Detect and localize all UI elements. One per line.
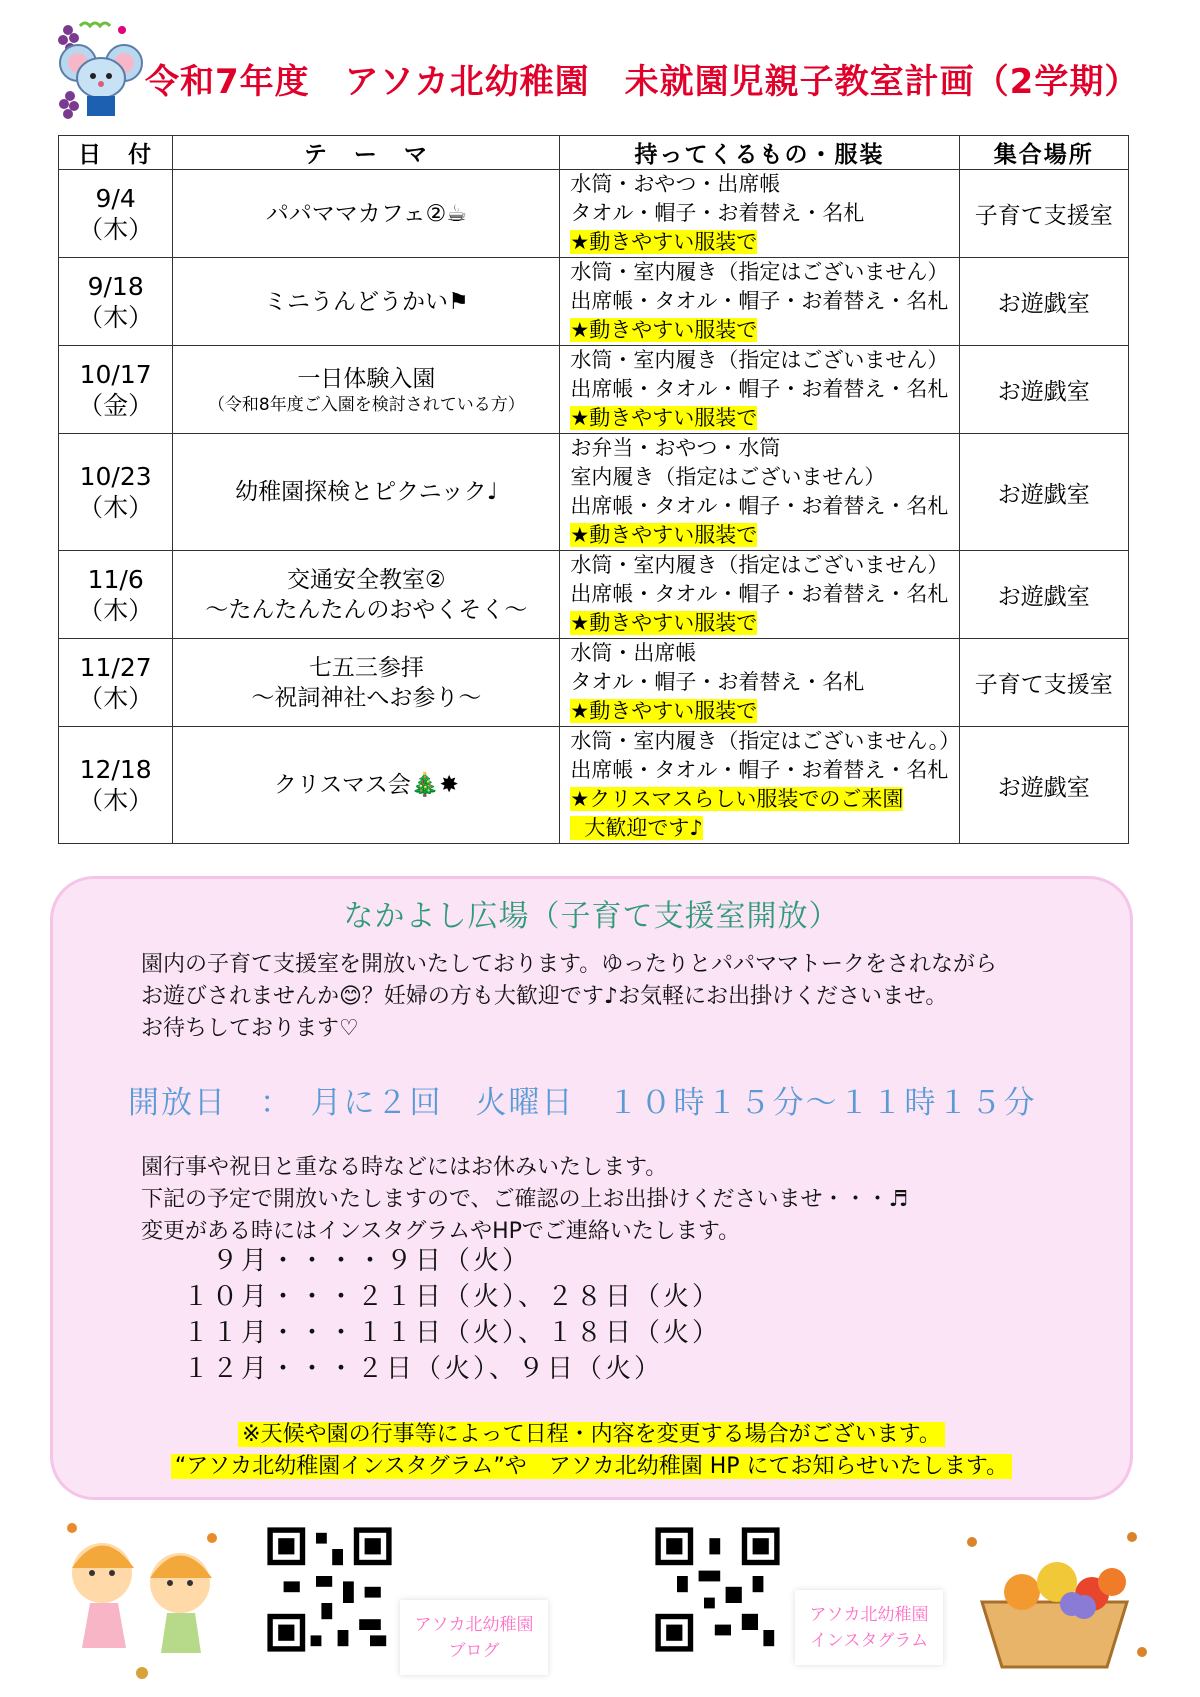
header-items: 持ってくるもの・服装 [560,136,959,170]
page-title: 令和7年度 アソカ北幼稚園 未就園児親子教室計画（2学期） [145,62,1140,102]
table-row [59,434,1129,551]
table-row [59,639,1129,727]
theme-cell: ミニうんどうかい⚑ [173,258,560,346]
blog-qr-code-icon[interactable] [262,1522,397,1657]
items-cell: 水筒・室内履き（指定はございません。） 出席帳・タオル・帽子・お着替え・名札 ★クリスマスらしい服装でのご来園 大歓迎です♪ [560,727,959,844]
blog-qr-label: アソカ北幼稚園 ブログ [400,1600,548,1675]
table-row [59,551,1129,639]
date-cell: 10/23 （木） [59,434,173,551]
place-cell: 子育て支援室 [959,639,1129,727]
header-place: 集合場所 [959,136,1129,170]
date-cell: 12/18 （木） [59,727,173,844]
place-cell: お遊戯室 [959,551,1129,639]
items-cell: 水筒・室内履き（指定はございません） 出席帳・タオル・帽子・お着替え・名札 ★動きやすい服装で [560,551,959,639]
items-cell: お弁当・おやつ・水筒 室内履き（指定はございません） 出席帳・タオル・帽子・お着替え・名札 ★動きやすい服装で [560,434,959,551]
fruit-basket-illustration-icon [952,1512,1157,1682]
items-cell: 水筒・おやつ・出席帳 タオル・帽子・お着替え・名札 ★動きやすい服装で [560,170,959,258]
table-row [59,170,1129,258]
place-cell: お遊戯室 [959,727,1129,844]
table-row [59,346,1129,434]
plaza-intro: 園内の子育て支援室を開放いたしております。ゆったりとパパママトークをされながら お遊びされませんか😊？妊婦の方も大歓迎です♪お気軽にお出掛けくださいませ。 お待ちしております♡ [141,952,998,1041]
date-cell: 9/18 （木） [59,258,173,346]
theme-cell: パパママカフェ②☕ [173,170,560,258]
plaza-title: なかよし広場（子育て支援室開放） [343,899,840,934]
plaza-notices: ※天候や園の行事等によって日程・内容を変更する場合がございます。 “アソカ北幼稚園インスタグラム”や アソカ北幼稚園 HP にてお知らせいたします。 [53,1419,1130,1483]
theme-cell: 七五三参拝 ～祝詞神社へお参り～ [173,639,560,727]
theme-cell: 交通安全教室② ～たんたんたんのおやくそく～ [173,551,560,639]
date-cell: 11/6 （木） [59,551,173,639]
date-cell: 9/4 （木） [59,170,173,258]
schedule-notes: 園行事や祝日と重なる時などにはお休みいたします。 下記の予定で開放いたしますので、ご確認の上お出掛けくださいませ・・・♬ 変更がある時にはインスタグラムやHPでご連絡いたします。 [141,1155,909,1244]
open-dates-list: ９月・・・・９日（火） １０月・・・２１日（火）、２８日（火） １１月・・・１１日（火）、１８日（火） １２月・・・２日（火）、９日（火） [183,1246,722,1384]
instagram-qr-label: アソカ北幼稚園 インスタグラム [795,1590,943,1665]
items-cell: 水筒・室内履き（指定はございません） 出席帳・タオル・帽子・お着替え・名札 ★動きやすい服装で [560,346,959,434]
instagram-qr-code-icon[interactable] [650,1522,785,1657]
children-illustration-icon [52,1508,232,1688]
place-cell: お遊戯室 [959,434,1129,551]
nakayoshi-plaza-panel [50,876,1133,1500]
date-cell: 11/27 （木） [59,639,173,727]
open-day: 開放日 ： 月に２回 火曜日 １０時１５分～１１時１５分 [128,1085,1037,1121]
header [50,18,1160,128]
place-cell: お遊戯室 [959,346,1129,434]
table-header-row [59,136,1129,170]
place-cell: 子育て支援室 [959,170,1129,258]
header-date: 日 付 [59,136,173,170]
theme-cell: 一日体験入園 （令和8年度ご入園を検討されている方） [173,346,560,434]
schedule-table [58,135,1129,844]
items-cell: 水筒・室内履き（指定はございません） 出席帳・タオル・帽子・お着替え・名札 ★動きやすい服装で [560,258,959,346]
items-cell: 水筒・出席帳 タオル・帽子・お着替え・名札 ★動きやすい服装で [560,639,959,727]
theme-cell: クリスマス会🎄✸ [173,727,560,844]
table-row [59,727,1129,844]
header-theme: テ ー マ [173,136,560,170]
place-cell: お遊戯室 [959,258,1129,346]
date-cell: 10/17 （金） [59,346,173,434]
mouse-mascot-icon [50,18,150,123]
table-row [59,258,1129,346]
theme-cell: 幼稚園探検とピクニック♩ [173,434,560,551]
